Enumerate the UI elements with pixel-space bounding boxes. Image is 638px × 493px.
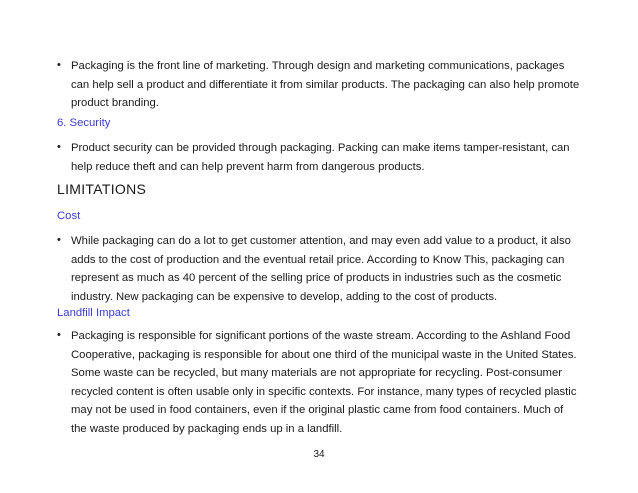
limitations-heading: LIMITATIONS: [57, 181, 147, 197]
security-bullet-text: Product security can be provided through packaging. Packing can make items tamper-resistant, can help reduce theft and can help prevent harm from dangerous products.: [71, 142, 570, 173]
marketing-bullet-text: Packaging is the front line of marketing. Through design and marketing communications, packages can help sell a product and differentiate it from similar products. The packaging can also help promote product branding.: [71, 60, 580, 110]
page-number: 34: [313, 449, 325, 460]
landfill-heading: Landfill Impact: [57, 307, 130, 319]
cost-heading: Cost: [57, 210, 81, 222]
bullet-point-icon: •: [57, 234, 61, 246]
cost-bullet-text: While packaging can do a lot to get customer attention, and may even add value to a product, it also adds to the cost of production and the eventual retail price. According to Know This, packaging can represent as much as 40 percent of the selling price of products in industries such as the cosmetic industry. New packaging can be expensive to develop, adding to the cost of products.: [71, 235, 571, 303]
bullet-point-icon: •: [57, 59, 61, 71]
bullet-point-icon: •: [57, 141, 61, 153]
security-heading: 6. Security: [57, 117, 111, 129]
landfill-bullet-text: Packaging is responsible for significant portions of the waste stream. According to the Ashland Food Cooperative, packaging is responsible for about one third of the municipal waste in the United States. Some waste can be recycled, but many materials are not appropriate for recycling. Post-consumer recycled content is often usable only in specific contexts. For instance, many types of recycled plastic may not be used in food containers, even if the original plastic came from food containers. Much of the waste produced by packaging ends up in a landfill.: [71, 330, 577, 435]
bullet-point-icon: •: [57, 329, 61, 341]
